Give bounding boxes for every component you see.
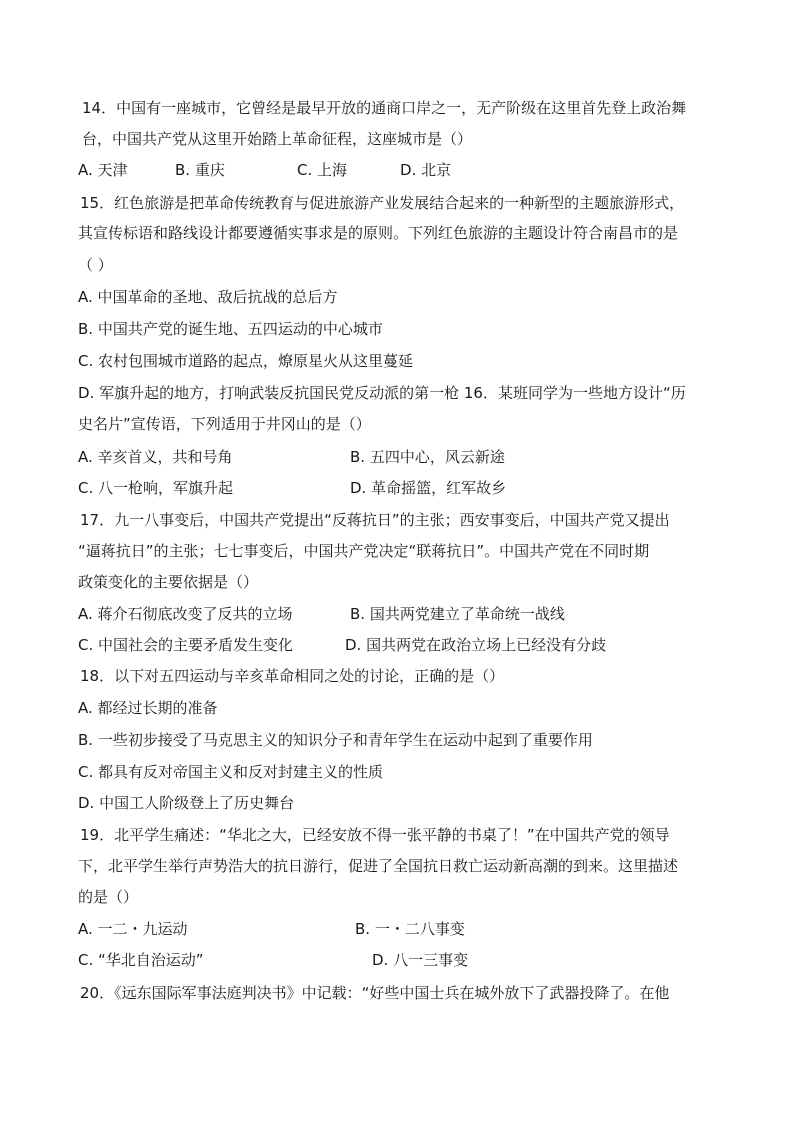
question-15-paren: （ ）	[78, 256, 113, 274]
question-16-text: 史名片”宣传语，下列适用于井冈山的是（）	[78, 415, 371, 433]
question-17-text-cont2: 政策变化的主要依据是（）	[78, 573, 259, 591]
question-14-text-cont: 台，中国共产党从这里开始踏上革命征程，这座城市是（）	[82, 130, 473, 148]
question-14-option-c: C. 上海	[297, 161, 348, 179]
question-18-text: 18．以下对五四运动与辛亥革命相同之处的讨论，正确的是（）	[80, 667, 505, 685]
question-16-option-a: A. 辛亥首义，共和号角	[78, 448, 233, 466]
question-17-option-d: D. 国共两党在政治立场上已经没有分歧	[345, 636, 607, 654]
question-18-option-a: A. 都经过长期的准备	[78, 699, 218, 717]
question-18-option-d: D. 中国工人阶级登上了历史舞台	[78, 794, 295, 812]
question-14-option-b: B. 重庆	[175, 161, 225, 179]
question-15-option-a: A. 中国革命的圣地、敌后抗战的总后方	[78, 288, 338, 306]
question-19-option-d: D. 八一三事变	[372, 951, 469, 969]
question-17-text-cont: “逼蒋抗日”的主张；七七事变后，中国共产党决定“联蒋抗日”。中国共产党在不同时期	[78, 542, 650, 560]
question-14-text: 14．中国有一座城市，它曾经是最早开放的通商口岸之一，无产阶级在这里首先登上政治舞	[82, 99, 687, 117]
question-16-option-d: D. 革命摇篮，红军故乡	[350, 479, 507, 497]
question-19-text-cont2: 的是（）	[78, 888, 139, 906]
question-19-option-c: C. “华北自治运动”	[78, 951, 204, 969]
question-20-text: 20．《远东国际军事法庭判决书》中记载：“好些中国士兵在城外放下了武器投降了。在他	[80, 984, 670, 1002]
question-15-text-cont: 其宣传标语和路线设计都要遵循实事求是的原则。下列红色旅游的主题设计符合南昌市的是	[78, 224, 679, 242]
question-15-option-b: B. 中国共产党的诞生地、五四运动的中心城市	[78, 320, 383, 338]
question-19-text-cont: 下，北平学生举行声势浩大的抗日游行，促进了全国抗日救亡运动新高潮的到来。这里描述	[78, 857, 679, 875]
question-17-option-c: C. 中国社会的主要矛盾发生变化	[78, 636, 294, 654]
question-19-option-a: A. 一二・九运动	[78, 920, 188, 938]
question-15-option-c: C. 农村包围城市道路的起点，燎原星火从这里蔓延	[78, 352, 414, 370]
question-16-option-b: B. 五四中心，风云新途	[350, 448, 505, 466]
question-15-option-d: D. 军旗升起的地方，打响武装反抗国民党反动派的第一枪 16．某班同学为一些地方设计“历	[78, 384, 686, 402]
question-17-option-a: A. 蒋介石彻底改变了反共的立场	[78, 605, 293, 623]
question-19-option-b: B. 一・二八事变	[355, 920, 465, 938]
question-14-option-a: A. 天津	[78, 161, 128, 179]
question-17-option-b: B. 国共两党建立了革命统一战线	[350, 605, 565, 623]
question-14-option-d: D. 北京	[400, 161, 452, 179]
question-17-text: 17．九一八事变后，中国共产党提出“反蒋抗日”的主张；西安事变后，中国共产党又提出	[80, 511, 670, 529]
question-19-text: 19．北平学生痛述：“华北之大，已经安放不得一张平静的书桌了！”在中国共产党的领导	[80, 826, 670, 844]
question-18-option-b: B. 一些初步接受了马克思主义的知识分子和青年学生在运动中起到了重要作用	[78, 731, 593, 749]
question-18-option-c: C. 都具有反对帝国主义和反对封建主义的性质	[78, 763, 384, 781]
question-15-text: 15．红色旅游是把革命传统教育与促进旅游产业发展结合起来的一种新型的主题旅游形式，	[80, 194, 685, 212]
question-16-option-c: C. 八一枪响，军旗升起	[78, 479, 234, 497]
